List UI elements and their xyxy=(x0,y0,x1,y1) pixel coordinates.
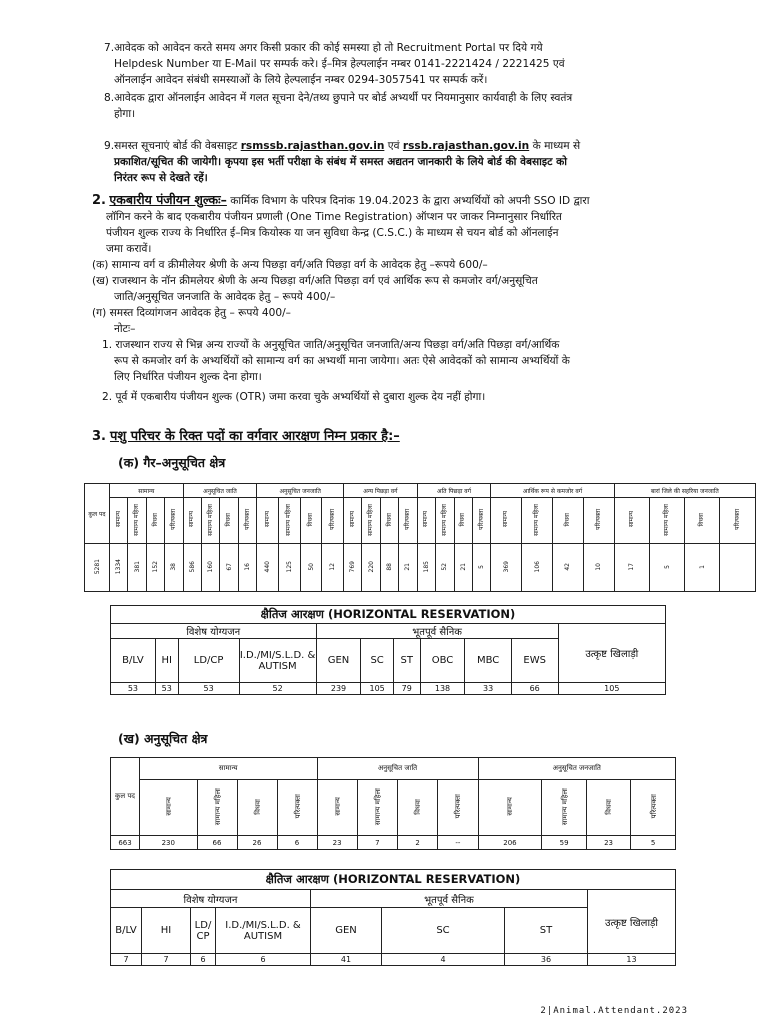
section-2-text: लॉगिन करने के बाद एकबारीय पंजीयन प्रणाली (One Time Registration) ऑप्शन पर जाकर निम्नानुसार निर्धारित xyxy=(106,211,562,223)
subheader: विधवा xyxy=(225,512,233,527)
subheader: सामान्य xyxy=(422,511,430,528)
table-cell: 33 xyxy=(465,683,511,695)
subheader: सामान्य xyxy=(333,797,342,816)
table-cell: 21 xyxy=(459,562,467,571)
table-cell: 369 xyxy=(502,560,510,573)
subheader: विधवा xyxy=(605,798,614,815)
subheader: सामान्य महिला xyxy=(373,787,382,826)
column-header: HI xyxy=(142,908,191,954)
table-cell: 105 xyxy=(558,683,665,695)
table-cell: 42 xyxy=(564,562,572,571)
column-header: GEN xyxy=(311,908,382,954)
subheader: परित्यक्ता xyxy=(594,509,602,530)
subheader: सामान्य महिला xyxy=(213,787,222,826)
column-header: B/LV xyxy=(111,639,156,683)
column-header: MBC xyxy=(465,639,511,683)
table-cell: 185 xyxy=(422,560,430,573)
group-header: अनुसूचित जनजाति xyxy=(257,484,344,498)
column-header: B/LV xyxy=(111,908,142,954)
group-header: सामान्य xyxy=(110,484,184,498)
subheader: सामान्य xyxy=(164,797,173,816)
table-cell: 41 xyxy=(311,954,382,966)
subheader: विधवा xyxy=(307,512,314,527)
group-header: अति पिछड़ा वर्ग xyxy=(417,484,491,498)
group-header: आर्थिक रूप से कमजोर वर्ग xyxy=(491,484,614,498)
subheader: परित्यक्ता xyxy=(477,509,485,530)
fee-item-ka: (क) सामान्य वर्ग व क्रीमीलेयर श्रेणी के अन्य पिछड़ा वर्ग/अति पिछड़ा वर्ग के आवेदक हेतु –रूपये 600/– xyxy=(92,259,488,271)
table-cell: 381 xyxy=(133,560,141,573)
item-9-line: निरंतर रूप से देखते रहें। xyxy=(114,172,208,184)
note-label: नोटः– xyxy=(114,323,136,335)
subheader: परित्यक्ता xyxy=(328,509,336,530)
table-row xyxy=(85,544,756,592)
subheader: सामान्य महिला xyxy=(133,503,141,536)
group-header: अन्य पिछड़ा वर्ग xyxy=(344,484,418,498)
item-7 xyxy=(104,40,704,88)
subheader: विधवा xyxy=(385,512,393,527)
note-1-cont: रूप से कमजोर वर्ग के अभ्यर्थियों को सामान्य वर्ग का अभ्यर्थी माना जायेगा। अतः ऐसे आवेदकों को सामान्य अभ्यर्थियों के xyxy=(114,355,570,367)
item-9-text: एवं xyxy=(387,140,400,152)
table-cell: 6 xyxy=(216,954,311,966)
table-cell: 586 xyxy=(188,560,196,573)
column-header: I.D./MI/S.L.D. & AUTISM xyxy=(216,908,311,954)
subheader-row xyxy=(111,780,676,836)
table-cell: 26 xyxy=(237,836,277,850)
section-3-number: 3. xyxy=(92,429,106,444)
column-header: OBC xyxy=(420,639,465,683)
table-cell: 59 xyxy=(542,836,586,850)
table-cell: 125 xyxy=(285,560,293,573)
table-cell: 5 xyxy=(663,565,671,569)
table-cell: 5 xyxy=(631,836,676,850)
table-cell: 52 xyxy=(239,683,316,695)
website-link-2[interactable]: rssb.rajasthan.gov.in xyxy=(402,140,530,152)
section-3-heading xyxy=(92,426,400,444)
subheader: सामान्य महिला xyxy=(285,503,293,536)
table-cell: 6 xyxy=(191,954,216,966)
table-cell: 53 xyxy=(155,683,178,695)
ex-servicemen-header: भूतपूर्व सैनिक xyxy=(311,890,588,908)
table-cell: 138 xyxy=(420,683,465,695)
subheader: सामान्य महिला xyxy=(440,503,448,536)
subheader: सामान्य महिला xyxy=(560,787,569,826)
table-cell: 16 xyxy=(244,562,252,571)
table-cell: 1 xyxy=(698,565,706,569)
subheader: परित्यक्ता xyxy=(649,794,658,819)
table-cell: 66 xyxy=(197,836,237,850)
table-cell: 230 xyxy=(140,836,198,850)
ex-servicemen-header: भूतपूर्व सैनिक xyxy=(316,624,558,639)
group-header: अनुसूचित जाति xyxy=(183,484,257,498)
table-cell: 106 xyxy=(533,560,541,573)
table-cell: 79 xyxy=(393,683,420,695)
section-3-title: पशु परिचर के रिक्त पदों का वर्गवार आरक्षण निम्न प्रकार है:– xyxy=(109,429,400,444)
column-header: I.D./MI/S.L.D. & AUTISM xyxy=(239,639,316,683)
table-cell: 7 xyxy=(142,954,191,966)
subheader: परित्यक्ता xyxy=(243,509,251,530)
table-cell: 13 xyxy=(588,954,676,966)
note-1-cont: लिए निर्धारित पंजीयन शुल्क देना होगा। xyxy=(114,371,262,383)
table-cell: 17 xyxy=(628,562,636,571)
subheader: सामान्य xyxy=(263,511,271,528)
sports-header: उत्कृष्ट खिलाड़ी xyxy=(558,624,665,683)
item-7-line: ऑनलाईन आवेदन संबंधी समस्याओं के लिये हेल्पलाईन नम्बर 0294-3057541 पर सम्पर्क करें। xyxy=(114,74,488,86)
table-cell: 1334 xyxy=(115,558,123,575)
item-7-line: Helpdesk Number या E-Mail पर सम्पर्क करे। ई–मित्र हेल्पलाईन नम्बर 0141-2221424 / 2221425 एवं xyxy=(114,58,565,70)
table-cell: 10 xyxy=(595,562,603,571)
table-cell: 6 xyxy=(277,836,317,850)
subheader: विधवा xyxy=(151,512,159,527)
column-header: EWS xyxy=(511,639,558,683)
table-cell: 52 xyxy=(441,562,449,571)
table-cell: 105 xyxy=(361,683,393,695)
subheader: परित्यक्ता xyxy=(454,794,463,819)
subheader-row xyxy=(85,498,756,544)
table-cell: 23 xyxy=(586,836,630,850)
subheader: सामान्य xyxy=(502,511,510,528)
item-9-line xyxy=(104,138,704,154)
subheader: सामान्य महिला xyxy=(206,503,214,536)
table-cell: -- xyxy=(438,836,478,850)
group-header: सामान्य xyxy=(140,758,318,780)
subheader: विधवा xyxy=(563,512,571,527)
note-2: 2. पूर्व में एकबारीय पंजीयन शुल्क (OTR) जमा करवा चुके अभ्यर्थियों से दुबारा शुल्क देय नहीं होगा। xyxy=(102,391,486,403)
item-8-line: होगा। xyxy=(114,108,136,120)
subheading-scheduled: (ख) अनुसूचित क्षेत्र xyxy=(118,731,208,746)
header-text: कुल पद xyxy=(88,510,106,518)
table-cell: 53 xyxy=(111,683,156,695)
subheader: परित्यक्ता xyxy=(403,509,411,530)
subheader: सामान्य xyxy=(188,511,196,528)
item-9-line: प्रकाशित/सूचित की जायेगी। कृपया इस भर्ती परीक्षा के संबंध में समस्त अद्यतन जानकारी के लिये बोर्ड की वेबसाइट को xyxy=(114,156,568,168)
special-header: विशेष योग्यजन xyxy=(111,624,317,639)
total-posts-header: कुल पद xyxy=(111,758,140,836)
table-cell: 50 xyxy=(307,562,315,571)
column-header: ST xyxy=(505,908,588,954)
table-cell: 4 xyxy=(382,954,505,966)
table-cell: 53 xyxy=(178,683,239,695)
non-scheduled-vacancy-table xyxy=(84,483,756,592)
column-header: LD/CP xyxy=(178,639,239,683)
subheader: सामान्य xyxy=(506,797,515,816)
subheader: सामान्य महिला xyxy=(533,503,541,536)
section-2-text: पंजीयन शुल्क राज्य के निर्धारित ई–मित्र कियोस्क या जन सुविधा केन्द्र (C.S.C.) के माध्यम से चयन बोर्ड को ऑनलाईन xyxy=(106,227,559,239)
table-cell: 88 xyxy=(386,562,394,571)
group-header: बारां जिले की सहरिया जनजाति xyxy=(614,484,755,498)
subheader: सामान्य महिला xyxy=(663,503,670,536)
section-2-title: एकबारीय पंजीयन शुल्कः– xyxy=(109,192,227,207)
subheader: विधवा xyxy=(253,798,262,815)
section-2-heading-line xyxy=(92,192,702,209)
table-cell: 5 xyxy=(478,565,486,569)
column-header: ST xyxy=(393,639,420,683)
subheader: सामान्य xyxy=(348,511,356,528)
total-cell: 5281 xyxy=(93,558,101,575)
item-8 xyxy=(104,90,704,122)
horizontal-reservation-table-1 xyxy=(110,605,666,695)
page-footer: 2|Animal.Attendant.2023 xyxy=(540,1006,688,1016)
subheader: सामान्य महिला xyxy=(367,503,375,536)
subheader: विधवा xyxy=(698,512,706,527)
subheader: परित्यक्ता xyxy=(169,509,177,530)
table-row xyxy=(111,954,676,966)
section-2-text: कार्मिक विभाग के परिपत्र दिनांक 19.04.2023 के द्वारा अभ्यर्थियों को अपनी SSO ID द्वारा xyxy=(230,195,590,207)
section-2-text: जमा करावें। xyxy=(106,243,152,255)
table-row xyxy=(111,836,676,850)
table-title: क्षैतिज आरक्षण (HORIZONTAL RESERVATION) xyxy=(111,606,666,624)
section-2-number: 2. xyxy=(92,193,106,208)
fee-item-kha-cont: जाति/अनुसूचित जनजाति के आवेदक हेतु – रूपये 400/– xyxy=(114,291,336,303)
column-header: SC xyxy=(382,908,505,954)
table-cell: 21 xyxy=(404,562,412,571)
item-9-text: 9.समस्त सूचनाएं बोर्ड की वेबसाइट xyxy=(104,140,238,152)
fee-item-ga: (ग) समस्त दिव्यांगजन आवेदक हेतु – रूपये 400/– xyxy=(92,307,291,319)
table-cell: 220 xyxy=(367,560,375,573)
table-cell: 239 xyxy=(316,683,361,695)
table-cell: 663 xyxy=(111,836,140,850)
table-cell: 769 xyxy=(349,560,357,573)
table-cell: 152 xyxy=(152,560,160,573)
website-link-1[interactable]: rsmssb.rajasthan.gov.in xyxy=(240,140,385,152)
column-header: LD/ CP xyxy=(191,908,216,954)
table-cell: 7 xyxy=(357,836,397,850)
table-cell: 23 xyxy=(317,836,357,850)
subheader: सामान्य xyxy=(627,511,635,528)
column-header: HI xyxy=(155,639,178,683)
table-cell: 66 xyxy=(511,683,558,695)
subheader: विधवा xyxy=(459,512,467,527)
table-row xyxy=(111,683,666,695)
table-cell: 206 xyxy=(478,836,542,850)
table-cell: 67 xyxy=(225,562,233,571)
item-7-line: 7.आवेदक को आवेदन करते समय अगर किसी प्रकार की कोई समस्या हो तो Recruitment Portal पर दिये गये xyxy=(104,42,543,54)
sports-header: उत्कृष्ट खिलाड़ी xyxy=(588,890,676,954)
table-cell: 36 xyxy=(505,954,588,966)
subheader: विधवा xyxy=(414,798,423,815)
total-posts-header xyxy=(85,484,110,544)
item-9 xyxy=(104,138,704,186)
horizontal-reservation-table-2 xyxy=(110,869,676,966)
table-cell: 160 xyxy=(207,560,215,573)
table-cell: 7 xyxy=(111,954,142,966)
table-cell: 2 xyxy=(398,836,438,850)
group-header: अनुसूचित जनजाति xyxy=(478,758,675,780)
subheader: सामान्य xyxy=(114,511,122,528)
table-cell: 38 xyxy=(170,562,178,571)
group-header: अनुसूचित जाति xyxy=(317,758,478,780)
fee-item-kha: (ख) राजस्थान के नॉन क्रीमलेयर श्रेणी के अन्य पिछड़ा वर्ग/अति पिछड़ा वर्ग एवं आर्थिक रूप से कमजोर वर्ग/अनुसूचित xyxy=(92,275,538,287)
note-1: 1. राजस्थान राज्य से भिन्न अन्य राज्यों के अनुसूचित जाति/अनुसूचित जनजाति/अन्य पिछड़ा वर्ग/अति पिछड़ा वर्ग/आर्थिक xyxy=(102,339,560,351)
table-cell: 440 xyxy=(264,560,272,573)
special-header: विशेष योग्यजन xyxy=(111,890,311,908)
table-title: क्षैतिज आरक्षण (HORIZONTAL RESERVATION) xyxy=(111,870,676,890)
item-9-text: के माध्यम से xyxy=(532,140,581,152)
section-2 xyxy=(92,192,702,405)
scheduled-vacancy-table xyxy=(110,757,676,850)
subheader: परित्यक्ता xyxy=(733,509,741,530)
subheading-non-scheduled: (क) गैर–अनुसूचित क्षेत्र xyxy=(118,455,226,470)
column-header: GEN xyxy=(316,639,361,683)
column-header: SC xyxy=(361,639,393,683)
subheader: परित्यक्ता xyxy=(293,794,302,819)
table-cell: 12 xyxy=(329,562,337,571)
item-8-line: 8.आवेदक द्वारा ऑनलाईन आवेदन में गलत सूचना देने/तथ्य छुपाने पर बोर्ड अभ्यर्थी पर नियमानुसार कार्यवाही के लिए स्वतंत्र xyxy=(104,92,573,104)
